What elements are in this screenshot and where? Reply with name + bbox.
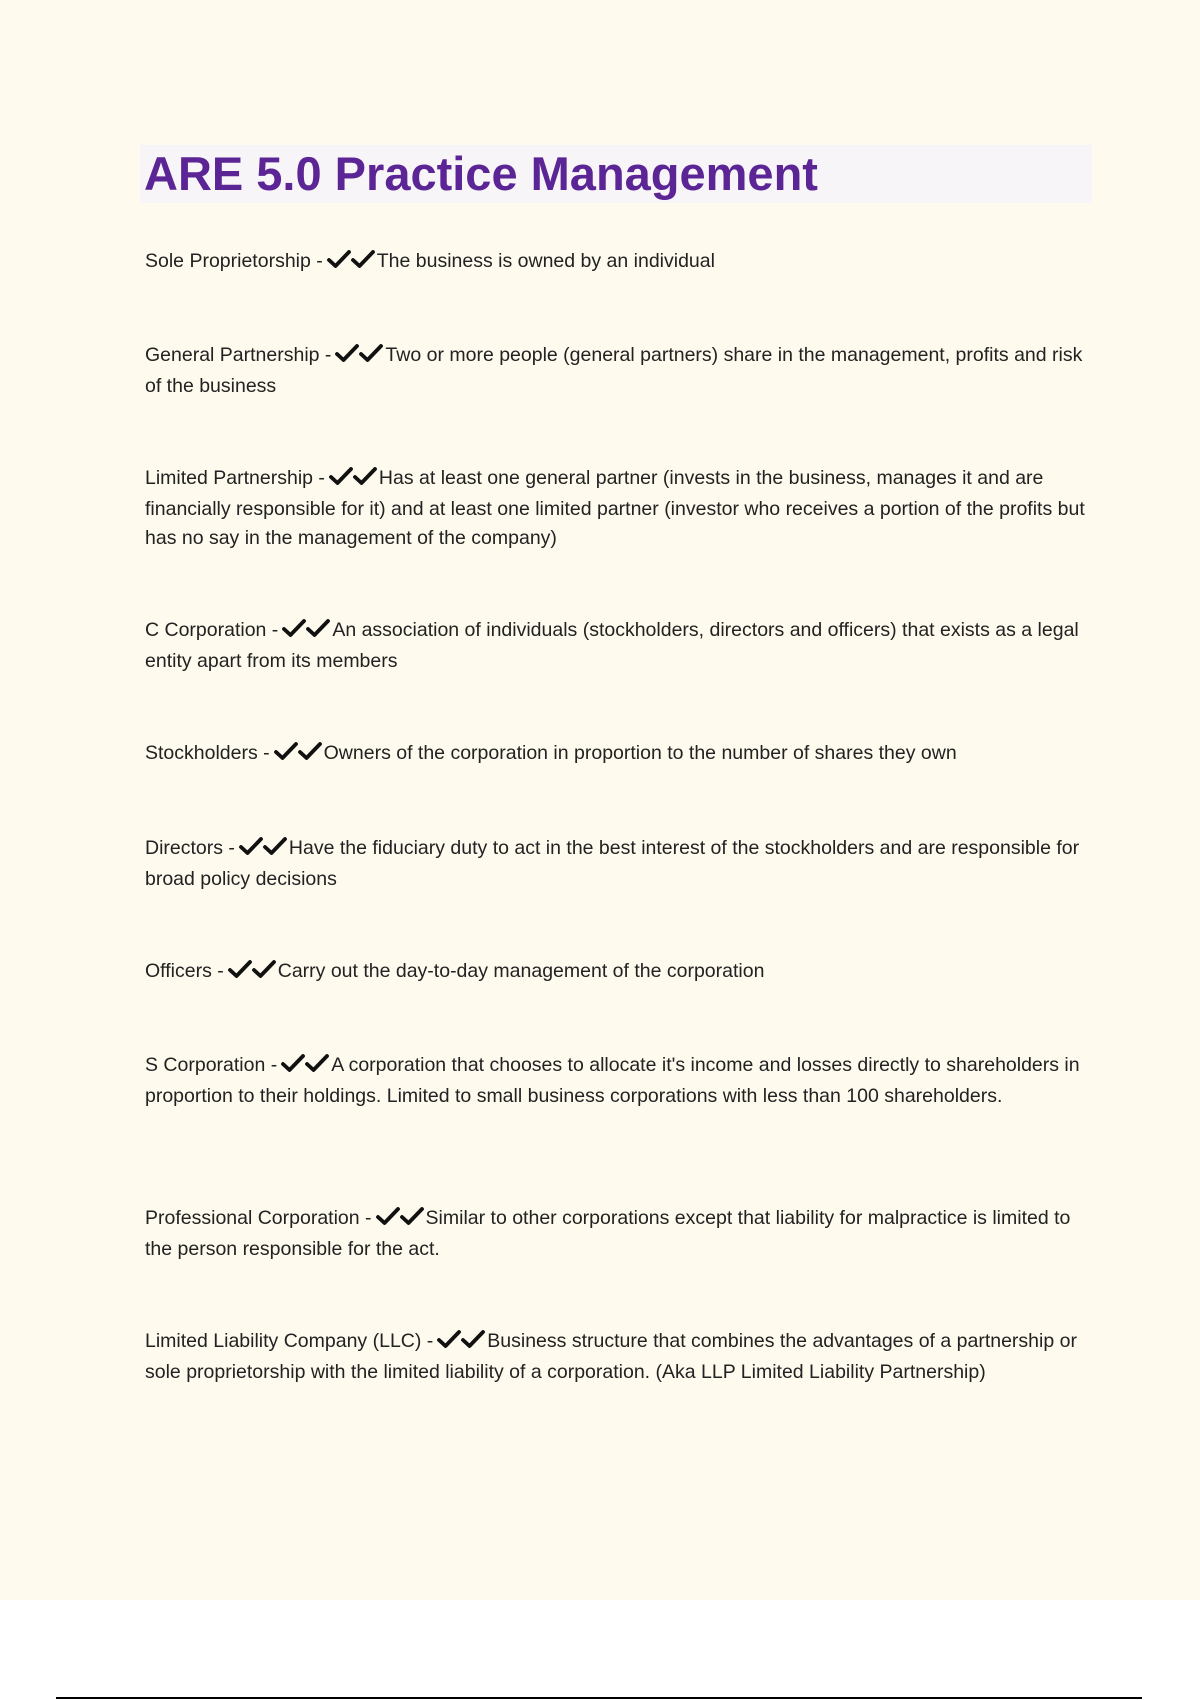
double-check-mark-icon	[437, 1329, 485, 1358]
entry-term: Sole Proprietorship -	[145, 250, 323, 272]
double-check-mark-icon	[327, 249, 375, 278]
entry-definition: Business structure that combines the advantages of a partnership or sole proprietorship with the limited liability of a corporation. (Aka LLP Limited Liability Partnership)	[145, 1330, 1077, 1383]
double-check-mark-icon	[228, 959, 276, 988]
entry-term: Professional Corporation -	[145, 1207, 372, 1229]
double-check-mark-icon	[376, 1206, 424, 1235]
double-check-mark-icon	[274, 741, 322, 770]
entry-limited-partnership	[145, 464, 1090, 553]
entry-definition: An association of individuals (stockholders, directors and officers) that exists as a legal entity apart from its members	[145, 619, 1079, 672]
entry-directors	[145, 834, 1090, 894]
entry-definition: Similar to other corporations except that liability for malpractice is limited to the person responsible for the act.	[145, 1207, 1071, 1260]
entry-term: Stockholders -	[145, 742, 270, 764]
entry-professional-corporation	[145, 1204, 1090, 1264]
entry-term: Officers -	[145, 960, 224, 982]
entry-definition: Two or more people (general partners) share in the management, profits and risk of the business	[145, 344, 1083, 397]
entry-definition: Have the fiduciary duty to act in the best interest of the stockholders and are responsible for broad policy decisions	[145, 837, 1080, 890]
entry-definition: A corporation that chooses to allocate it's income and losses directly to shareholders in proportion to their holdings. Limited to small business corporations with less than 100 shareholders.	[145, 1054, 1080, 1107]
entry-term: C Corporation -	[145, 619, 279, 641]
entry-llc	[145, 1327, 1090, 1387]
entry-c-corporation	[145, 616, 1090, 676]
page-title: ARE 5.0 Practice Management	[144, 147, 818, 200]
entry-officers	[145, 957, 1090, 988]
double-check-mark-icon	[239, 836, 287, 865]
double-check-mark-icon	[282, 618, 330, 647]
double-check-mark-icon	[335, 343, 383, 372]
entry-general-partnership	[145, 341, 1090, 401]
double-check-mark-icon	[329, 466, 377, 495]
entry-term: Directors -	[145, 837, 235, 859]
entry-stockholders	[145, 739, 1090, 770]
entry-sole-proprietorship	[145, 247, 1090, 278]
footer-divider	[56, 1697, 1142, 1699]
entry-definition: Owners of the corporation in proportion to the number of shares they own	[323, 742, 957, 764]
entry-definition: The business is owned by an individual	[376, 250, 715, 272]
entry-s-corporation	[145, 1051, 1090, 1111]
entry-definition: Carry out the day-to-day management of the corporation	[277, 960, 765, 982]
entry-term: Limited Liability Company (LLC) -	[145, 1330, 434, 1352]
double-check-mark-icon	[281, 1053, 329, 1082]
entry-definition: Has at least one general partner (invests in the business, manages it and are financially responsible for it) and at least one limited partner (investor who receives a portion of the profits but has no say in the management of the company)	[145, 467, 1085, 549]
entry-term: General Partnership -	[145, 344, 332, 366]
entry-term: Limited Partnership -	[145, 467, 325, 489]
entry-term: S Corporation -	[145, 1054, 278, 1076]
